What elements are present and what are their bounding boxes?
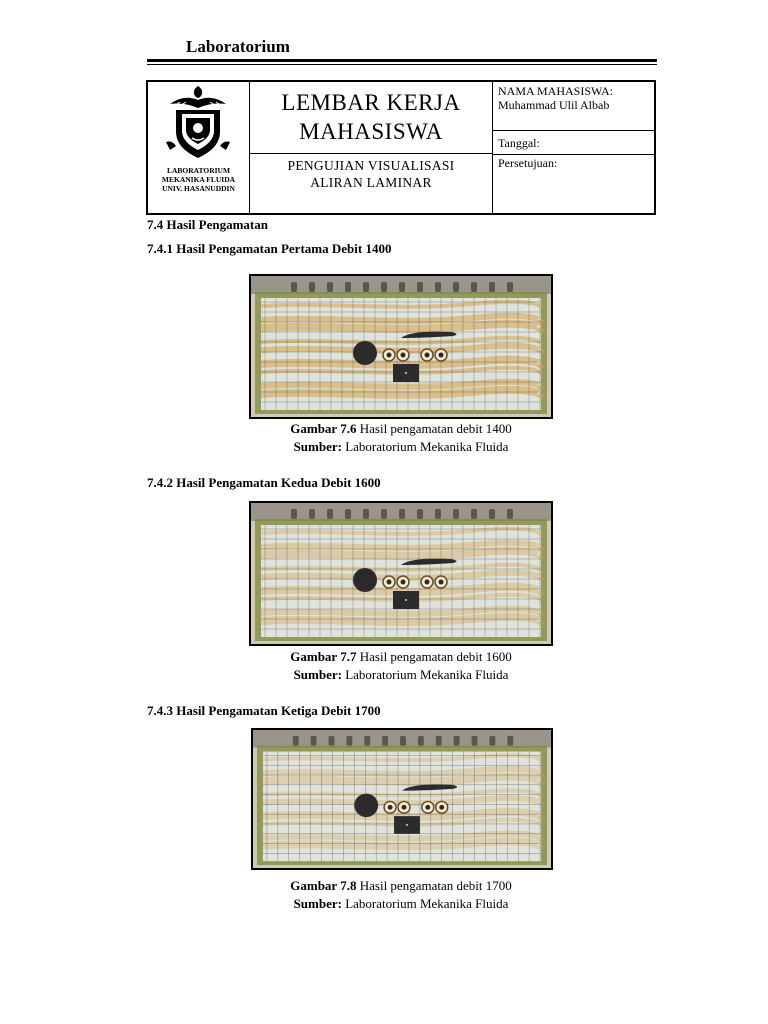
student-name-label: NAMA MAHASISWA: xyxy=(498,84,614,98)
university-logo-cell xyxy=(148,82,249,213)
source-label: Sumber: xyxy=(293,896,342,911)
worksheet-header-box xyxy=(146,80,656,215)
flow-visualization-photo-3 xyxy=(251,728,553,870)
cell-divider xyxy=(249,153,492,154)
observation-heading: 7.4.2 Hasil Pengamatan Kedua Debit 1600 xyxy=(147,475,381,490)
observation-heading: 7.4.3 Hasil Pengamatan Ketiga Debit 1700 xyxy=(147,703,381,718)
student-name-value: Muhammad Ulil Albab xyxy=(498,98,610,112)
figure-caption xyxy=(250,648,552,666)
flow-visualization-photo-2 xyxy=(249,501,553,646)
section-heading: 7.4 Hasil Pengamatan xyxy=(147,217,268,232)
source-label: Sumber: xyxy=(293,439,342,454)
logo-caption-line: LABORATORIUM xyxy=(166,166,231,175)
worksheet-title-line: LEMBAR KERJA xyxy=(281,90,461,115)
source-text: Laboratorium Mekanika Fluida xyxy=(341,667,509,682)
date-label: Tanggal: xyxy=(498,136,540,150)
figure-text: Hasil pengamatan debit 1700 xyxy=(356,878,512,893)
logo-caption-line: MEKANIKA FLUIDA xyxy=(161,175,236,184)
figure-caption xyxy=(250,877,552,895)
header-rule-thick xyxy=(147,59,657,62)
worksheet-subtitle xyxy=(250,157,492,191)
source-caption xyxy=(250,438,552,456)
page-header-title: Laboratorium xyxy=(186,37,290,56)
observation-heading: 7.4.1 Hasil Pengamatan Pertama Debit 1400 xyxy=(147,241,392,256)
figure-text: Hasil pengamatan debit 1400 xyxy=(356,421,512,436)
university-emblem-icon xyxy=(162,84,234,164)
figure-label: Gambar 7.7 xyxy=(290,649,357,664)
worksheet-subtitle-line: PENGUJIAN VISUALISASI xyxy=(287,158,455,173)
header-rule-thin xyxy=(147,64,657,65)
source-caption xyxy=(250,895,552,913)
worksheet-title xyxy=(250,88,492,146)
cell-divider xyxy=(492,82,493,213)
worksheet-subtitle-line: ALIRAN LAMINAR xyxy=(310,175,432,190)
source-label: Sumber: xyxy=(293,667,342,682)
source-caption xyxy=(250,666,552,684)
cell-divider xyxy=(492,154,654,155)
figure-text: Hasil pengamatan debit 1600 xyxy=(356,649,512,664)
logo-caption-line: UNIV. HASANUDDIN xyxy=(162,184,235,193)
flow-visualization-photo-1 xyxy=(249,274,553,419)
cell-divider xyxy=(492,130,654,131)
figure-label: Gambar 7.8 xyxy=(290,878,357,893)
figure-label: Gambar 7.6 xyxy=(290,421,357,436)
source-text: Laboratorium Mekanika Fluida xyxy=(341,439,509,454)
worksheet-title-line: MAHASISWA xyxy=(299,119,443,144)
source-text: Laboratorium Mekanika Fluida xyxy=(341,896,509,911)
approval-label: Persetujuan: xyxy=(498,156,558,170)
figure-caption xyxy=(250,420,552,438)
